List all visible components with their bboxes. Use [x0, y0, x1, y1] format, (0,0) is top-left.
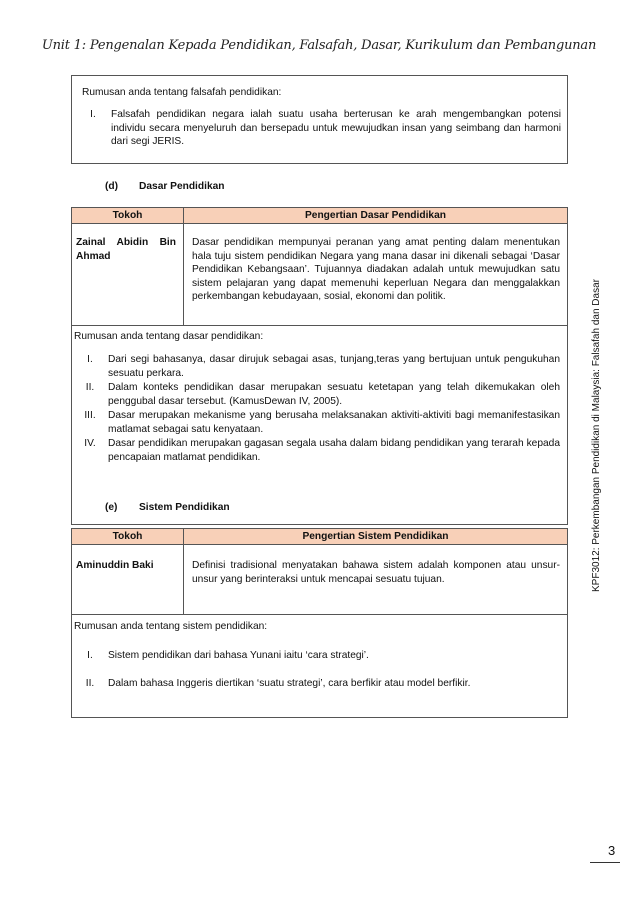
item-text: Dasar merupakan mekanisme yang berusaha melaksanakan aktiviti-aktiviti bagi memanifestasikan matlamat sebagai satu kenyataan.	[108, 410, 560, 435]
tokoh-cell: Zainal Abidin Bin Ahmad	[72, 224, 184, 325]
section-letter: (d)	[105, 181, 119, 192]
page-number: 3	[608, 843, 616, 858]
dasar-table	[71, 207, 568, 525]
column-header-tokoh: Tokoh	[72, 529, 184, 544]
column-header-tokoh: Tokoh	[72, 208, 184, 223]
definition-cell: Dasar pendidikan mempunyai peranan yang amat penting dalam menentukan hala tuju sistem pendidikan Negara yang mana dasar ini dikenali sebagai ‘Dasar Pendidikan Kebangsaan’. Tujuannya diadakan adalah untuk mewujudkan satu sistem pelajaran yang dapat memenuhi keperluan Negara dan menggalakkan perkembangan kebudayaan, sosial, ekonomi dan politik.	[192, 237, 560, 303]
falsafah-summary-label: Rumusan anda tentang falsafah pendidikan:	[82, 87, 282, 98]
sidebar-course-title: KPF3012: Perkembangan Pendidikan di Malaysia: Falsafah dan Dasar	[591, 279, 602, 592]
list-item	[72, 677, 560, 691]
list-item	[72, 437, 560, 464]
section-title-dasar	[105, 181, 225, 192]
column-header-pengertian: Pengertian Sistem Pendidikan	[302, 531, 449, 542]
list-item	[72, 353, 560, 380]
item-number: I.	[87, 650, 93, 661]
table-row	[72, 545, 567, 615]
table-row	[72, 224, 567, 326]
list-item	[72, 381, 560, 408]
table-header-row	[72, 208, 567, 224]
sistem-summary-area	[72, 615, 567, 717]
page-number-rule	[590, 862, 620, 863]
falsafah-summary-box	[71, 75, 568, 164]
item-number: I.	[87, 354, 93, 365]
item-text: Dalam konteks pendidikan dasar merupakan sesuatu ketetapan yang telah dikemukakan oleh penggubal dasar tersebut. (KamusDewan IV, 2005).	[108, 382, 560, 407]
item-number: III.	[84, 410, 96, 421]
item-text: Sistem pendidikan dari bahasa Yunani iaitu ‘cara strategi’.	[108, 650, 369, 661]
list-item	[72, 649, 560, 663]
section-title-sistem	[105, 502, 230, 513]
item-number: II.	[85, 382, 95, 393]
sistem-table	[71, 528, 568, 718]
sistem-summary-label: Rumusan anda tentang sistem pendidikan:	[74, 621, 268, 632]
item-text: Falsafah pendidikan negara ialah suatu usaha berterusan ke arah mengembangkan potensi individu secara menyeluruh dan bersepadu untuk mewujudkan insan yang seimbang dan harmoni dari segi JERIS.	[111, 109, 561, 148]
dasar-summary-area	[72, 326, 567, 524]
page-header: Unit 1: Pengenalan Kepada Pendidikan, Falsafah, Dasar, Kurikulum dan Pembangunan	[41, 38, 597, 53]
item-text: Dasar pendidikan merupakan gagasan segala usaha dalam bidang pendidikan yang terarah kepada pencapaian matlamat pendidikan.	[108, 438, 560, 463]
definition-cell: Definisi tradisional menyatakan bahawa sistem adalah komponen atau unsur-unsur yang berinteraksi untuk mencapai sesuatu tujuan.	[192, 560, 560, 585]
dasar-summary-label: Rumusan anda tentang dasar pendidikan:	[74, 331, 264, 342]
section-letter: (e)	[105, 502, 118, 513]
list-item	[75, 108, 561, 149]
item-text: Dalam bahasa Inggeris diertikan ‘suatu strategi’, cara berfikir atau model berfikir.	[108, 678, 471, 689]
column-header-pengertian: Pengertian Dasar Pendidikan	[305, 210, 446, 221]
table-header-row	[72, 529, 567, 545]
item-text: Dari segi bahasanya, dasar dirujuk sebagai asas, tunjang,teras yang bertujuan untuk pengukuhan sesuatu perkara.	[108, 354, 560, 379]
item-number: IV.	[84, 438, 96, 449]
section-title-text: Sistem Pendidikan	[139, 502, 230, 513]
item-number: II.	[85, 678, 95, 689]
section-title-text: Dasar Pendidikan	[139, 181, 225, 192]
item-number: I.	[90, 109, 96, 120]
tokoh-cell: Aminuddin Baki	[72, 545, 184, 614]
list-item	[72, 409, 560, 436]
